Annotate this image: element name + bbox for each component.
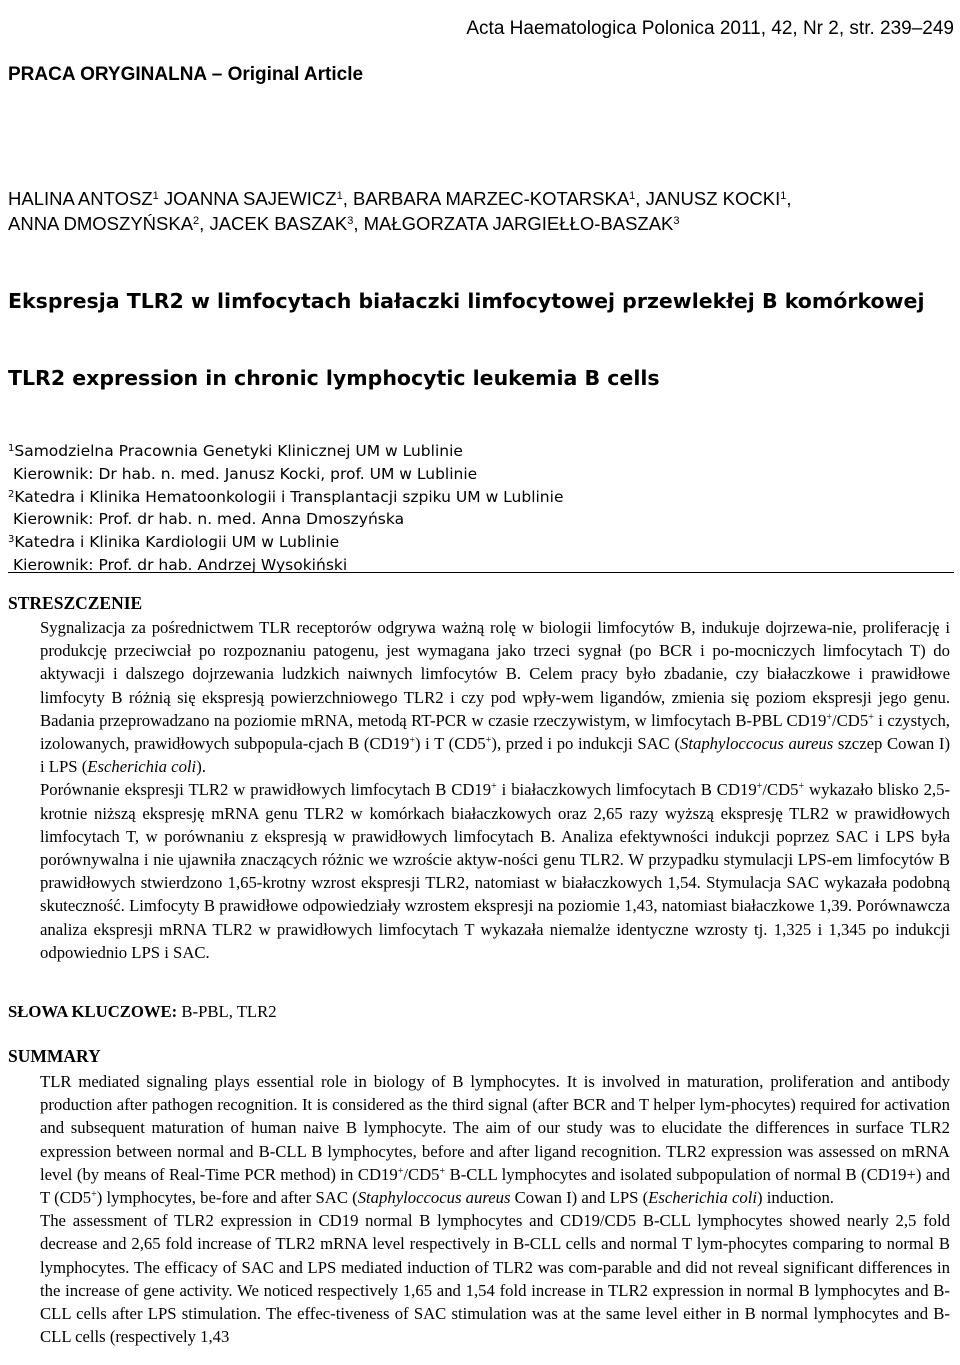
section-divider [8,572,954,573]
affiliations [8,440,952,577]
summary-paragraph-2: The assessment of TLR2 expression in CD19 normal B lymphocytes and CD19/CD5 B-CLL lymphocytes showed nearly 2,5 fold decrease and 2,65 fold increase of TLR2 mRNA level respectively in B-CLL cells and normal T lym-phocytes comparing to normal B lymphocytes. The efficacy of SAC and LPS mediated induction of TLR2 was com-parable and did not reveal significant differences in the increase of gene activity. We noticed respectively 1,65 and 1,54 fold increase in TLR2 expression in normal B lymphocytes and B-CLL cells after LPS stimulation. The effec-tiveness of SAC stimulation was at the same level either in B normal lymphocytes and B-CLL cells (respectively 1,43 [40,1211,950,1347]
author-name: ANNA DMOSZYŃSKA [8,213,194,234]
author-line-1 [8,186,952,211]
keywords-label: SŁOWA KLUCZOWE: [8,1002,178,1021]
affiliation-unit [8,486,952,509]
author-list [8,186,952,236]
author-name: HALINA ANTOSZ [8,188,153,209]
author-affiliation-mark: 1 [780,190,787,202]
affiliation-head: Kierownik: Dr hab. n. med. Janusz Kocki, prof. UM w Lublinie [13,464,478,483]
author-affiliation-mark: 2 [193,215,200,227]
affiliation-head: Kierownik: Prof. dr hab. n. med. Anna Dmoszyńska [13,510,405,529]
author-name: , MAŁGORZATA JARGIEŁŁO-BASZAK [353,213,674,234]
author-affiliation-mark: 1 [336,190,343,202]
streszczenie-heading: STRESZCZENIE [8,593,143,613]
keywords-value: B-PBL, TLR2 [177,1002,277,1021]
author-affiliation-mark: 1 [152,190,159,202]
author-name: , BARBARA MARZEC-KOTARSKA [342,188,630,209]
article-type: PRACA ORYGINALNA – Original Article [8,64,364,85]
author-line-2 [8,211,952,236]
author-name: JOANNA SAJEWICZ [158,188,337,209]
title-english: TLR2 expression in chronic lymphocytic leukemia B cells [8,366,660,390]
affiliation-mark: 3 [8,534,15,546]
author-name: , JACEK BASZAK [199,213,348,234]
affiliation-unit-name: Samodzielna Pracownia Genetyki Klinicznej UM w Lublinie [14,442,463,460]
affiliation-unit [8,531,952,554]
summary-paragraph-1: TLR mediated signaling plays essential role in biology of B lymphocytes. It is involved in maturation, proliferation and antibody production after pathogen recognition. It is considered as the third signal (after BCR and T helper lym-phocytes) required for activation and subsequent maturation of human naive B lymphocyte. The aim of our study was to elucidate the differences in surface TLR2 expression between normal and B-CLL B lymphocytes, before and after ligand recognition. TLR2 expression was assessed on mRNA level (by means of Real-Time PCR method) in CD19+/CD5+ B-CLL lymphocytes and isolated subpopulation of normal B (CD19+) and T (CD5+) lymphocytes, be-fore and after SAC (Staphyloccocus aureus Cowan I) and LPS (Escherichia coli) induction. [40,1072,950,1208]
title-polish: Ekspresja TLR2 w limfocytach białaczki limfocytowej przewlekłej B komórkowej [8,289,925,313]
affiliation-unit-name: Katedra i Klinika Kardiologii UM w Lublinie [14,533,340,552]
keywords [8,1002,277,1022]
streszczenie-paragraph-1: Sygnalizacja za pośrednictwem TLR receptorów odgrywa ważną rolę w biologii limfocytów B, indukuje dojrzewa-nie, proliferację i produkcję przeciwciał po rozpoznaniu patogenu, jest wymagana jako trzeci sygnał (po BCR i po-mocniczych limfocytach T) do aktywacji i dalszego dojrzewania ludzkich naiwnych limfocytów B. Celem pracy było zbadanie, czy białaczkowe i prawidłowe limfocyty B różnią się ekspresją powierzchniowego TLR2 i czy pod wpły-wem ligandów, zmienia się poziom ekspresji jego genu. Badania przeprowadzano na poziomie mRNA, metodą RT-PCR w czasie rzeczywistym, w limfocytach B-PBL CD19+/CD5+ i czystych, izolowanych, prawidłowych subpopula-cjach B (CD19+) i T (CD5+), przed i po indukcji SAC (Staphyloccocus aureus szczep Cowan I) i LPS (Escherichia coli). [40,618,951,777]
affiliation-head: Kierownik: Prof. dr hab. Andrzej Wysokiński [13,555,348,574]
summary-heading: SUMMARY [8,1046,101,1066]
affiliation-mark: 1 [8,443,15,454]
affiliation-mark: 2 [8,488,15,500]
streszczenie-paragraph-2: Porównanie ekspresji TLR2 w prawidłowych limfocytach B CD19+ i białaczkowych limfocytach B CD19+/CD5+ wykazało blisko 2,5-krotnie niższą ekspresję mRNA genu TLR2 w komórkach białaczkowych oraz 2,65 razy wyższą ekspresję TLR2 w prawidłowych limfocytach T, w porównaniu z ekspresją w prawidłowych limfocytach B. Analiza efektywności indukcji poprzez SAC i LPS była porównywalna i nie ujawniła znaczących różnic we wzroście aktyw-ności genu TLR2. W przypadku stymulacji LPS-em limfocytów B prawidłowych stwierdzono 1,65-krotny wzrost ekspresji TLR2, natomiast w białaczkowych 1,54. Stymulacja SAC wykazała podobną skuteczność. Limfocyty B prawidłowe odpowiedziały wzrostem ekspresji na poziomie 1,43, natomiast białaczkowe 1,39. Porównawcza analiza ekspresji mRNA TLR2 w prawidłowych limfocytach T wykazała niemalże identyczne wzrosty tj. 1,325 i 1,345 po indukcji odpowiednio LPS i SAC. [40,780,950,962]
summary-body [40,1070,950,1348]
author-affiliation-mark: 3 [673,215,680,227]
journal-citation: Acta Haematologica Polonica 2011, 42, Nr 2, str. 239–249 [466,18,954,39]
author-affiliation-mark: 3 [347,215,354,227]
author-separator: , [786,188,792,209]
affiliation-unit [8,440,952,463]
affiliation-unit-name: Katedra i Klinika Hematoonkologii i Transplantacji szpiku UM w Lublinie [14,487,564,506]
author-name: , JANUSZ KOCKI [635,188,781,209]
streszczenie-body [40,616,950,964]
author-affiliation-mark: 1 [629,190,636,202]
